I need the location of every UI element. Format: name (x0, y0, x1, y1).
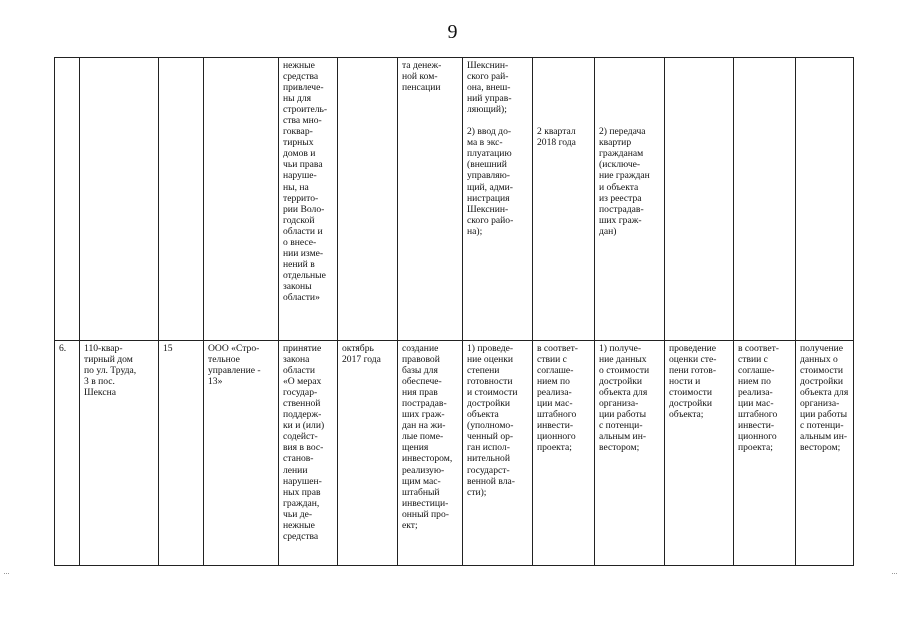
table-cell (80, 58, 159, 341)
table-cell: та денеж- ной ком- пенсации (398, 58, 463, 341)
table-cell: 1) проведе- ние оценки степени готовности и стоимости достройки объекта (уполномо- ченный ор- ган испол- нительной государст- венной вла- сти); (463, 341, 533, 566)
table-cell: 2) передача квартир гражданам (исключе- ние граждан и объекта из реестра пострадав- ших граж- дан) (595, 58, 665, 341)
scan-mark-left (4, 573, 9, 574)
table-cell: ООО «Стро- тельное управление - 13» (204, 341, 279, 566)
table-cell (55, 58, 80, 341)
table-cell (796, 58, 854, 341)
table-cell: получение данных о стоимости достройки объекта для организа- ции работы с потенци- альным ин- вестором; (796, 341, 854, 566)
table-row (55, 58, 854, 341)
table-cell: проведение оценки сте- пени готов- ности и стоимости достройки объекта; (665, 341, 734, 566)
table-cell (204, 58, 279, 341)
table-cell: 6. (55, 341, 80, 566)
table-cell: 110-квар- тирный дом по ул. Труда, 3 в пос. Шексна (80, 341, 159, 566)
table-cell: Шекснин- ского рай- она, внеш- ний управ- ляющий); 2) ввод до- ма в экс- плуатацию (внешний управляю- щий, адми- нистрация Шекснин- ского райо- на); (463, 58, 533, 341)
page-number: 9 (447, 21, 458, 43)
data-table (54, 57, 854, 566)
table-cell (734, 58, 796, 341)
table-cell: 15 (159, 341, 204, 566)
table-cell (665, 58, 734, 341)
table-cell: создание правовой базы для обеспече- ния прав пострадав- ших граж- дан на жи- лые поме- щения инвестором, реализую- щим мас- штабный инвестици- онный про- ект; (398, 341, 463, 566)
table-cell: 1) получе- ние данных о стоимости достройки объекта для организа- ции работы с потенци- альным ин- вестором; (595, 341, 665, 566)
table-row (55, 341, 854, 566)
table-cell: в соответ- ствии с соглаше- нием по реализа- ции мас- штабного инвести- ционного проекта; (734, 341, 796, 566)
table-cell (159, 58, 204, 341)
scan-mark-right (892, 573, 897, 574)
table-cell: в соответ- ствии с соглаше- нием по реализа- ции мас- штабного инвести- ционного проекта; (533, 341, 595, 566)
table-cell: нежные средства привлече- ны для строитель- ства мно- гоквар- тирных домов и чьи права наруше- ны, на террито- рии Воло- годской области и о внесе- нии изме- нений в отдельные законы области» (279, 58, 338, 341)
table-cell: принятие закона области «О мерах государ- ственной поддерж- ки и (или) содейст- вия в вос- станов- лении нарушен- ных прав граждан, чьи де- нежные средства (279, 341, 338, 566)
table-cell: 2 квартал 2018 года (533, 58, 595, 341)
table-cell (338, 58, 398, 341)
table-cell: октябрь 2017 года (338, 341, 398, 566)
